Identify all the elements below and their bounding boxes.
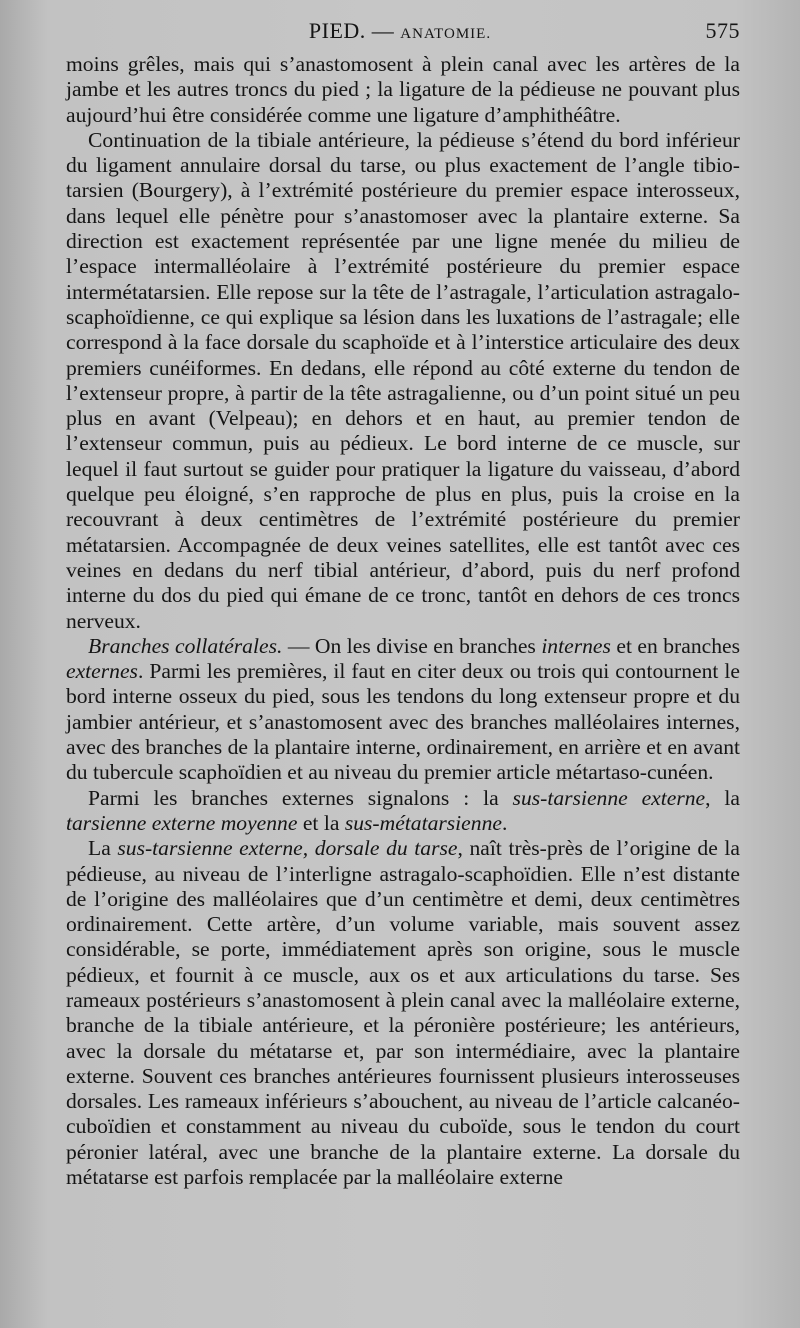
paragraph-5	[66, 836, 740, 1190]
running-title-section: ANATOMIE.	[400, 26, 492, 42]
paragraph-4-text-d: .	[501, 810, 508, 835]
paragraph-5-text-b: , naît très-près de l’origine de la pédieuse, au niveau de l’interligne astragalo-scaphoïdien. Elle n’est distante de l’origine des malléolaires que d’un centimètre et demi, deux centimètres ordinairement. Cette artère, d’un volume variable, mais souvent assez considérable, se porte, immédiatement après son origine, sous le muscle pédieux, et fournit à ce muscle, aux os et aux articulations du tarse. Ses rameaux postérieurs s’anastomosent à plein canal avec la malléolaire externe, branche de la tibiale antérieure, et la péronière postérieure; les antérieurs, avec la dorsale du métatarse et, par son intermédiaire, avec la plantaire externe. Souvent ces branches antérieures fournissent plusieurs interosseuses dorsales. Les rameaux inférieurs s’abouchent, au niveau de l’article calcanéo-cuboïdien et constamment au niveau du cuboïde, sous le tendon du court péronier latéral, avec une branche de la plantaire externe. La dorsale du métatarse est parfois remplacée par la malléolaire externe	[66, 836, 740, 1190]
term-sus-tarsienne-externe: sus-tarsienne externe	[512, 785, 706, 810]
running-title-main: PIED. —	[308, 18, 401, 43]
term-internes: internes	[541, 633, 611, 658]
term-sus-tarsienne-dorsale: sus-tarsienne externe, dorsale du tarse	[117, 836, 458, 861]
body-text	[66, 52, 740, 1190]
paragraph-5-text-a: La	[88, 836, 118, 861]
paragraph-3	[66, 634, 740, 786]
paragraph-4-text-b: , la	[705, 785, 740, 810]
term-tarsienne-externe-moyenne: tarsienne externe moyenne	[66, 810, 298, 835]
running-header	[60, 18, 740, 48]
paragraph-4-text-a: Parmi les branches externes signalons : la	[88, 785, 513, 810]
paragraph-3-text-c: . Parmi les premières, il faut en citer deux ou trois qui contournent le bord interne osseux du pied, sous les tendons du long extenseur propre et du jambier antérieur, et s’anastomosent avec des branches malléolaires internes, avec des branches de la plantaire interne, ordinairement, en arrière et en avant du tubercule scaphoïdien et au niveau du premier article métartaso-cunéen.	[66, 659, 740, 785]
paragraph-1: moins grêles, mais qui s’anastomosent à plein canal avec les artères de la jambe et les autres troncs du pied ; la ligature de la pédieuse ne pouvant plus aujourd’hui être considérée comme une ligature d’amphithéâtre.	[66, 52, 740, 127]
term-externes: externes	[66, 659, 138, 684]
running-title	[60, 18, 740, 44]
paragraph-3-text-a: — On les divise en branches	[282, 633, 542, 658]
paragraph-4	[66, 786, 740, 837]
section-heading-branches: Branches collatérales.	[88, 633, 283, 658]
paragraph-4-text-c: et la	[297, 810, 345, 835]
term-sus-metatarsienne: sus-métatarsienne	[344, 810, 502, 835]
page-number: 575	[705, 18, 740, 43]
paragraph-2: Continuation de la tibiale antérieure, la pédieuse s’étend du bord inférieur du ligament annulaire dorsal du tarse, ou plus exactement de l’angle tibio-tarsien (Bourgery), à l’extrémité postérieure du premier espace interosseux, dans lequel elle pénètre pour s’anastomoser avec la plantaire externe. Sa direction est exactement représentée par une ligne menée du milieu de l’espace intermalléolaire à l’extrémité postérieure du premier espace intermétatarsien. Elle repose sur la tête de l’astragale, l’articulation astragalo-scaphoïdienne, ce qui explique sa lésion dans les luxations de l’astragale; elle correspond à la face dorsale du scaphoïde et à l’interstice articulaire des deux premiers cunéiformes. En dedans, elle répond au côté externe du tendon de l’extenseur propre, à partir de la tête astragalienne, ou d’un point situé un peu plus en avant (Velpeau); en dehors et en haut, au premier tendon de l’extenseur commun, puis au pédieux. Le bord interne de ce muscle, sur lequel il faut surtout se guider pour pratiquer la ligature du vaisseau, d’abord quelque peu éloigné, s’en rapproche de plus en plus, puis la croise en la recouvrant à deux centimètres de l’extrémité postérieure du premier métatarsien. Accompagnée de deux veines satellites, elle est tantôt avec ces veines en dedans du nerf tibial antérieur, d’abord, puis du nerf profond interne du dos du pied qui émane de ce tronc, tantôt en dehors de ces troncs nerveux.	[66, 127, 740, 633]
paragraph-3-text-b: et en branches	[610, 633, 740, 658]
